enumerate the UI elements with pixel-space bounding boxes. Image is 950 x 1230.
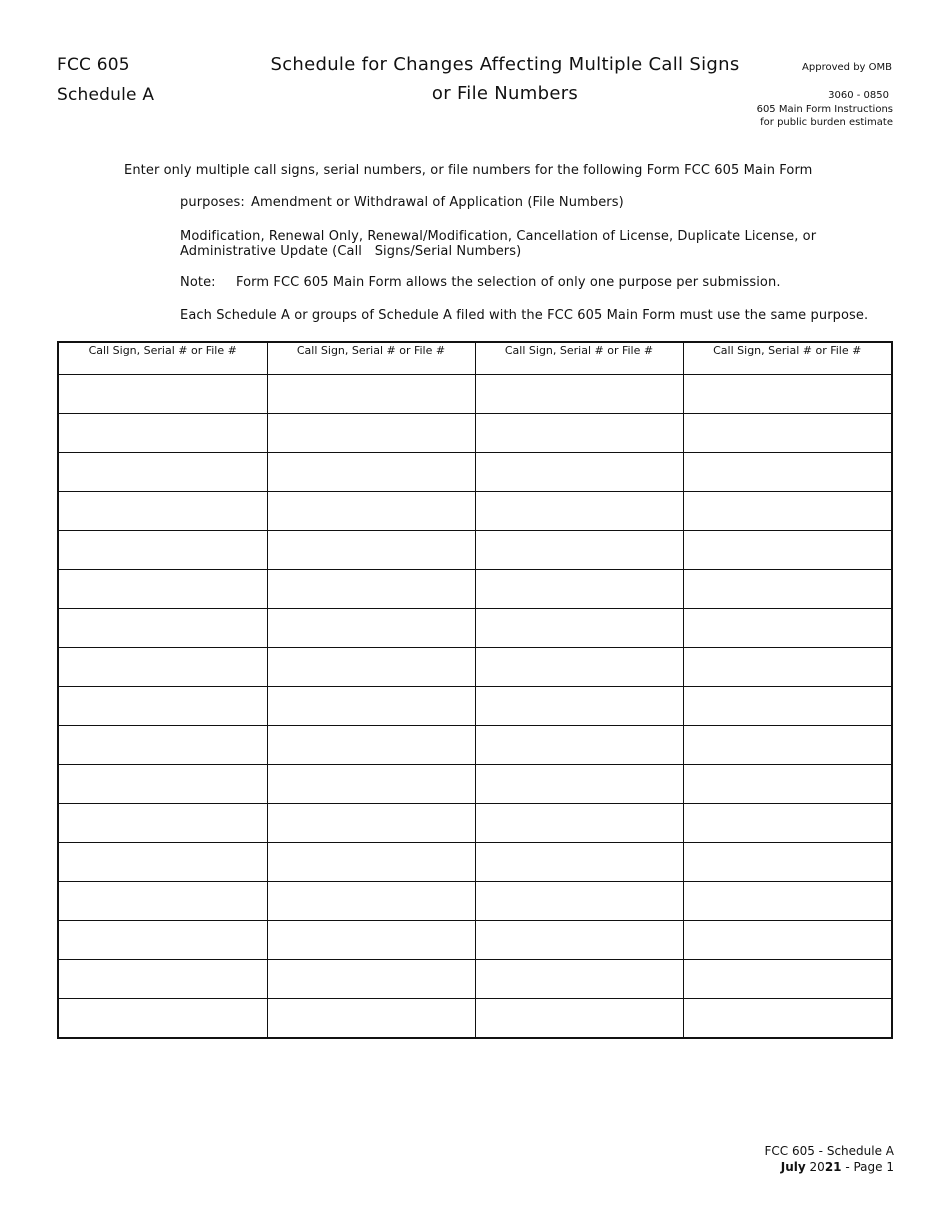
call-sign-entry-cell[interactable] — [59, 726, 267, 765]
table-row — [59, 375, 891, 414]
table-row — [59, 609, 891, 648]
call-sign-entry-cell[interactable] — [267, 882, 475, 921]
table-row — [59, 492, 891, 531]
footer-year-prefix: 20 — [809, 1160, 825, 1174]
call-sign-entry-cell[interactable] — [267, 765, 475, 804]
call-sign-entry-cell[interactable] — [683, 453, 891, 492]
call-sign-entry-table — [57, 341, 893, 1039]
burden-estimate-line-1: 605 Main Form Instructions — [756, 104, 893, 115]
footer-form-label: FCC 605 - Schedule A — [764, 1144, 894, 1158]
call-sign-entry-cell[interactable] — [267, 999, 475, 1038]
omb-approval: Approved by OMB — [802, 62, 892, 73]
call-sign-entry-cell[interactable] — [475, 960, 683, 999]
call-sign-entry-cell[interactable] — [59, 492, 267, 531]
column-header: Call Sign, Serial # or File # — [475, 343, 683, 375]
call-sign-entry-cell[interactable] — [475, 765, 683, 804]
call-sign-entry-cell[interactable] — [683, 492, 891, 531]
call-sign-entry-cell[interactable] — [475, 414, 683, 453]
call-sign-entry-cell[interactable] — [59, 687, 267, 726]
form-title-line-2: or File Numbers — [431, 83, 579, 104]
table-row — [59, 570, 891, 609]
call-sign-entry-cell[interactable] — [683, 843, 891, 882]
call-sign-entry-cell[interactable] — [475, 375, 683, 414]
call-sign-entry-cell[interactable] — [59, 804, 267, 843]
call-sign-entry-cell[interactable] — [59, 453, 267, 492]
purposes-value: Amendment or Withdrawal of Application (File Numbers) — [251, 195, 624, 210]
table-row — [59, 804, 891, 843]
call-sign-entry-cell[interactable] — [59, 999, 267, 1038]
call-sign-entry-cell[interactable] — [59, 609, 267, 648]
call-sign-entry-cell[interactable] — [475, 492, 683, 531]
call-sign-entry-cell[interactable] — [59, 960, 267, 999]
form-number: FCC 605 — [57, 55, 130, 75]
table-row — [59, 648, 891, 687]
call-sign-entry-cell[interactable] — [475, 687, 683, 726]
call-sign-entry-cell[interactable] — [267, 492, 475, 531]
call-sign-entry-cell[interactable] — [59, 414, 267, 453]
note-text: Form FCC 605 Main Form allows the selection of only one purpose per submission. — [236, 275, 781, 290]
table-row — [59, 960, 891, 999]
call-sign-entry-cell[interactable] — [683, 687, 891, 726]
modification-purposes-line-1: Modification, Renewal Only, Renewal/Modification, Cancellation of License, Duplicate License, or — [180, 229, 817, 244]
column-header: Call Sign, Serial # or File # — [683, 343, 891, 375]
call-sign-entry-cell[interactable] — [683, 414, 891, 453]
call-sign-entry-cell[interactable] — [683, 999, 891, 1038]
call-sign-entry-cell[interactable] — [475, 648, 683, 687]
call-sign-entry-cell[interactable] — [475, 999, 683, 1038]
call-sign-entry-cell[interactable] — [683, 765, 891, 804]
table-row — [59, 687, 891, 726]
call-sign-entry-cell[interactable] — [267, 804, 475, 843]
call-sign-entry-cell[interactable] — [267, 414, 475, 453]
footer-revision-page — [781, 1160, 894, 1175]
call-sign-entry-cell[interactable] — [683, 531, 891, 570]
same-purpose-instruction: Each Schedule A or groups of Schedule A filed with the FCC 605 Main Form must use the same purpose. — [180, 308, 869, 323]
call-sign-entry-cell[interactable] — [475, 804, 683, 843]
table-row — [59, 999, 891, 1038]
call-sign-entry-cell[interactable] — [475, 843, 683, 882]
call-sign-entry-cell[interactable] — [267, 375, 475, 414]
table-row — [59, 843, 891, 882]
note-label: Note: — [180, 275, 216, 290]
purposes-label: purposes: — [180, 195, 245, 210]
table-body — [59, 375, 891, 1038]
table-row — [59, 921, 891, 960]
call-sign-entry-cell[interactable] — [683, 882, 891, 921]
call-sign-entry-cell[interactable] — [267, 726, 475, 765]
call-sign-entry-cell[interactable] — [683, 375, 891, 414]
call-sign-entry-cell[interactable] — [267, 570, 475, 609]
call-sign-entry-cell[interactable] — [267, 531, 475, 570]
call-sign-entry-cell[interactable] — [59, 531, 267, 570]
table-row — [59, 882, 891, 921]
call-sign-entry-cell[interactable] — [475, 570, 683, 609]
table-row — [59, 726, 891, 765]
call-sign-entry-cell[interactable] — [59, 921, 267, 960]
call-sign-entry-cell[interactable] — [683, 609, 891, 648]
call-sign-entry-cell[interactable] — [475, 726, 683, 765]
call-sign-entry-cell[interactable] — [683, 804, 891, 843]
call-sign-entry-cell[interactable] — [267, 921, 475, 960]
call-sign-entry-cell[interactable] — [59, 843, 267, 882]
call-sign-entry-cell[interactable] — [683, 570, 891, 609]
burden-estimate-line-2: for public burden estimate — [760, 117, 893, 128]
call-sign-entry-cell[interactable] — [475, 882, 683, 921]
call-sign-entry-cell[interactable] — [59, 882, 267, 921]
call-sign-entry-cell[interactable] — [59, 765, 267, 804]
call-sign-entry-cell[interactable] — [267, 609, 475, 648]
table-header-row — [59, 343, 891, 375]
call-sign-entry-cell[interactable] — [267, 453, 475, 492]
table-row — [59, 453, 891, 492]
footer-page-number: - Page 1 — [845, 1160, 894, 1174]
call-sign-entry-cell[interactable] — [683, 726, 891, 765]
call-sign-entry-cell[interactable] — [267, 843, 475, 882]
footer-year-suffix: 21 — [824, 1160, 842, 1174]
call-sign-entry-cell[interactable] — [475, 531, 683, 570]
form-title-line-1: Schedule for Changes Affecting Multiple Call Signs — [270, 54, 740, 75]
call-sign-entry-cell[interactable] — [683, 648, 891, 687]
column-header: Call Sign, Serial # or File # — [59, 343, 267, 375]
call-sign-entry-cell[interactable] — [59, 570, 267, 609]
call-sign-entry-cell[interactable] — [59, 375, 267, 414]
modification-purposes-line-2: Administrative Update (Call Signs/Serial Numbers) — [180, 244, 522, 259]
call-sign-entry-cell[interactable] — [267, 687, 475, 726]
instructions-intro: Enter only multiple call signs, serial numbers, or file numbers for the following Form FCC 605 Main Form — [124, 163, 813, 178]
call-sign-entry-cell[interactable] — [475, 609, 683, 648]
table-row — [59, 531, 891, 570]
column-header: Call Sign, Serial # or File # — [267, 343, 475, 375]
call-sign-entry-cell[interactable] — [683, 960, 891, 999]
footer-month: July — [780, 1160, 806, 1174]
call-sign-entry-cell[interactable] — [683, 921, 891, 960]
omb-number: 3060 - 0850 — [828, 90, 889, 101]
call-sign-entry-cell[interactable] — [267, 960, 475, 999]
table-row — [59, 765, 891, 804]
schedule-label: Schedule A — [57, 85, 155, 105]
call-sign-entry-cell[interactable] — [475, 921, 683, 960]
call-sign-entry-cell[interactable] — [59, 648, 267, 687]
call-sign-entry-cell[interactable] — [475, 453, 683, 492]
table-row — [59, 414, 891, 453]
call-sign-entry-cell[interactable] — [267, 648, 475, 687]
